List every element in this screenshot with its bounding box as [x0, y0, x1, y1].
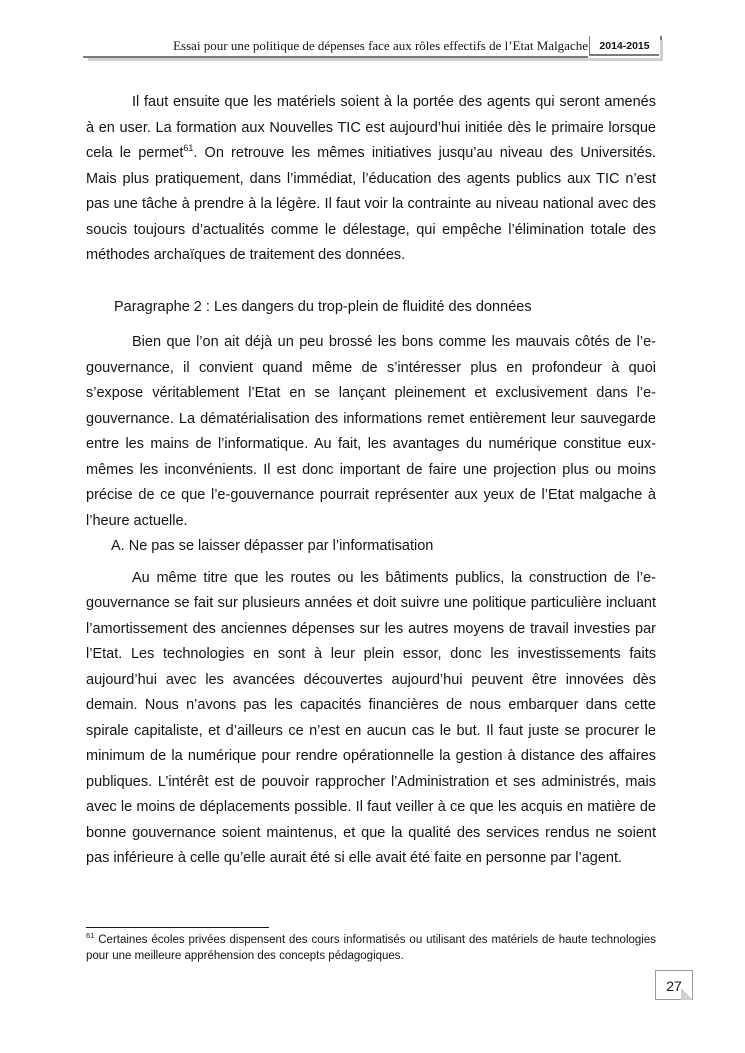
page-number-box	[655, 970, 693, 1000]
footnote	[86, 933, 656, 964]
paragraph-1	[86, 90, 656, 269]
header-shadow	[88, 58, 662, 61]
footnote-number: 61	[86, 931, 95, 941]
paragraph-1-text-a: Il faut ensuite que les matériels soient à la portée des agents qui seront amenés à en user. La formation aux Nouvelles TIC est aujourd’hui initiée dès le primaire lorsque cela le permet	[86, 94, 656, 161]
footnote-reference: 61	[183, 143, 194, 154]
paragraph-3: Au même titre que les routes ou les bâtiments publics, la construction de l’e-gouvernance se fait sur plusieurs années et doit suivre une politique particulière incluant l’amortissement des anciennes dépenses sur les autres moyens de travail investies par l’Etat. Les technologies en sont à leur plein essor, donc les investissements faits aujourd’hui avec les avancées découvertes aujourd’hui peuvent être innovées dès demain. Nous n’avons pas les capacités financières de nous embarquer dans cette spirale capitaliste, et d’ailleurs ce n’est en aucun cas le but. Il faut juste se procurer le minimum de la numérique pour rendre opérationnelle la gestion à distance des affaires publiques. L’intérêt est de pouvoir rapprocher l’Administration et ses administrés, mais avec le moins de déplacements possible. Il faut veiller à ce que les acquis en matière de bonne gouvernance soient maintenus, et que la qualité des services rendus ne soient pas inférieure à celle qu’elle aurait été si elle avait été faite en personne par l’agent.	[86, 569, 656, 866]
page-curl-icon	[681, 988, 693, 1000]
page-body	[86, 90, 656, 872]
section-heading-paragraph-2: Paragraphe 2 : Les dangers du trop-plein de fluidité des données	[114, 298, 532, 315]
paragraph-2: Bien que l’on ait déjà un peu brossé les bons comme les mauvais côtés de l’e-gouvernance, il convient quand même de s’intéresser plus en profondeur à quoi s’expose véritablement l’Etat en se lançant pleinement et exclusivement dans l’e-gouvernance. La dématérialisation des informations remet entièrement leur sauvegarde entre les mains de l’informatique. Au fait, les avantages du numérique constitue eux-mêmes les inconvénients. Il est donc important de faire une projection plus ou moins précise de ce que l’e-gouvernance pourrait représenter aux yeux de l’Etat malgache à l’heure actuelle.	[86, 334, 656, 529]
header-shadow-side	[660, 40, 663, 61]
header-year: 2014-2015	[589, 36, 659, 56]
subsection-heading-a: A. Ne pas se laisser dépasser par l’informatisation	[111, 538, 434, 554]
page-header	[83, 36, 662, 58]
footnote-text: Certaines écoles privées dispensent des cours informatisés ou utilisant des matériels de haute technologies pour une meilleure appréhension des concepts pédagogiques.	[86, 934, 656, 962]
header-title: Essai pour une politique de dépenses face aux rôles effectifs de l’Etat Malgache	[83, 36, 588, 58]
paragraph-1-text-b: . On retrouve les mêmes initiatives jusqu’au niveau des Universités. Mais plus pratiquement, dans l’immédiat, l’éducation des agents publics aux TIC n’est pas une tâche à prendre à la légère. Il faut voir la contrainte au niveau national avec des soucis toujours d’actualités comme le délestage, qui empêche l’élimination totale des méthodes archaïques de traitement des données.	[86, 145, 656, 263]
page-number: 27	[666, 978, 682, 994]
footnote-separator	[86, 927, 269, 928]
